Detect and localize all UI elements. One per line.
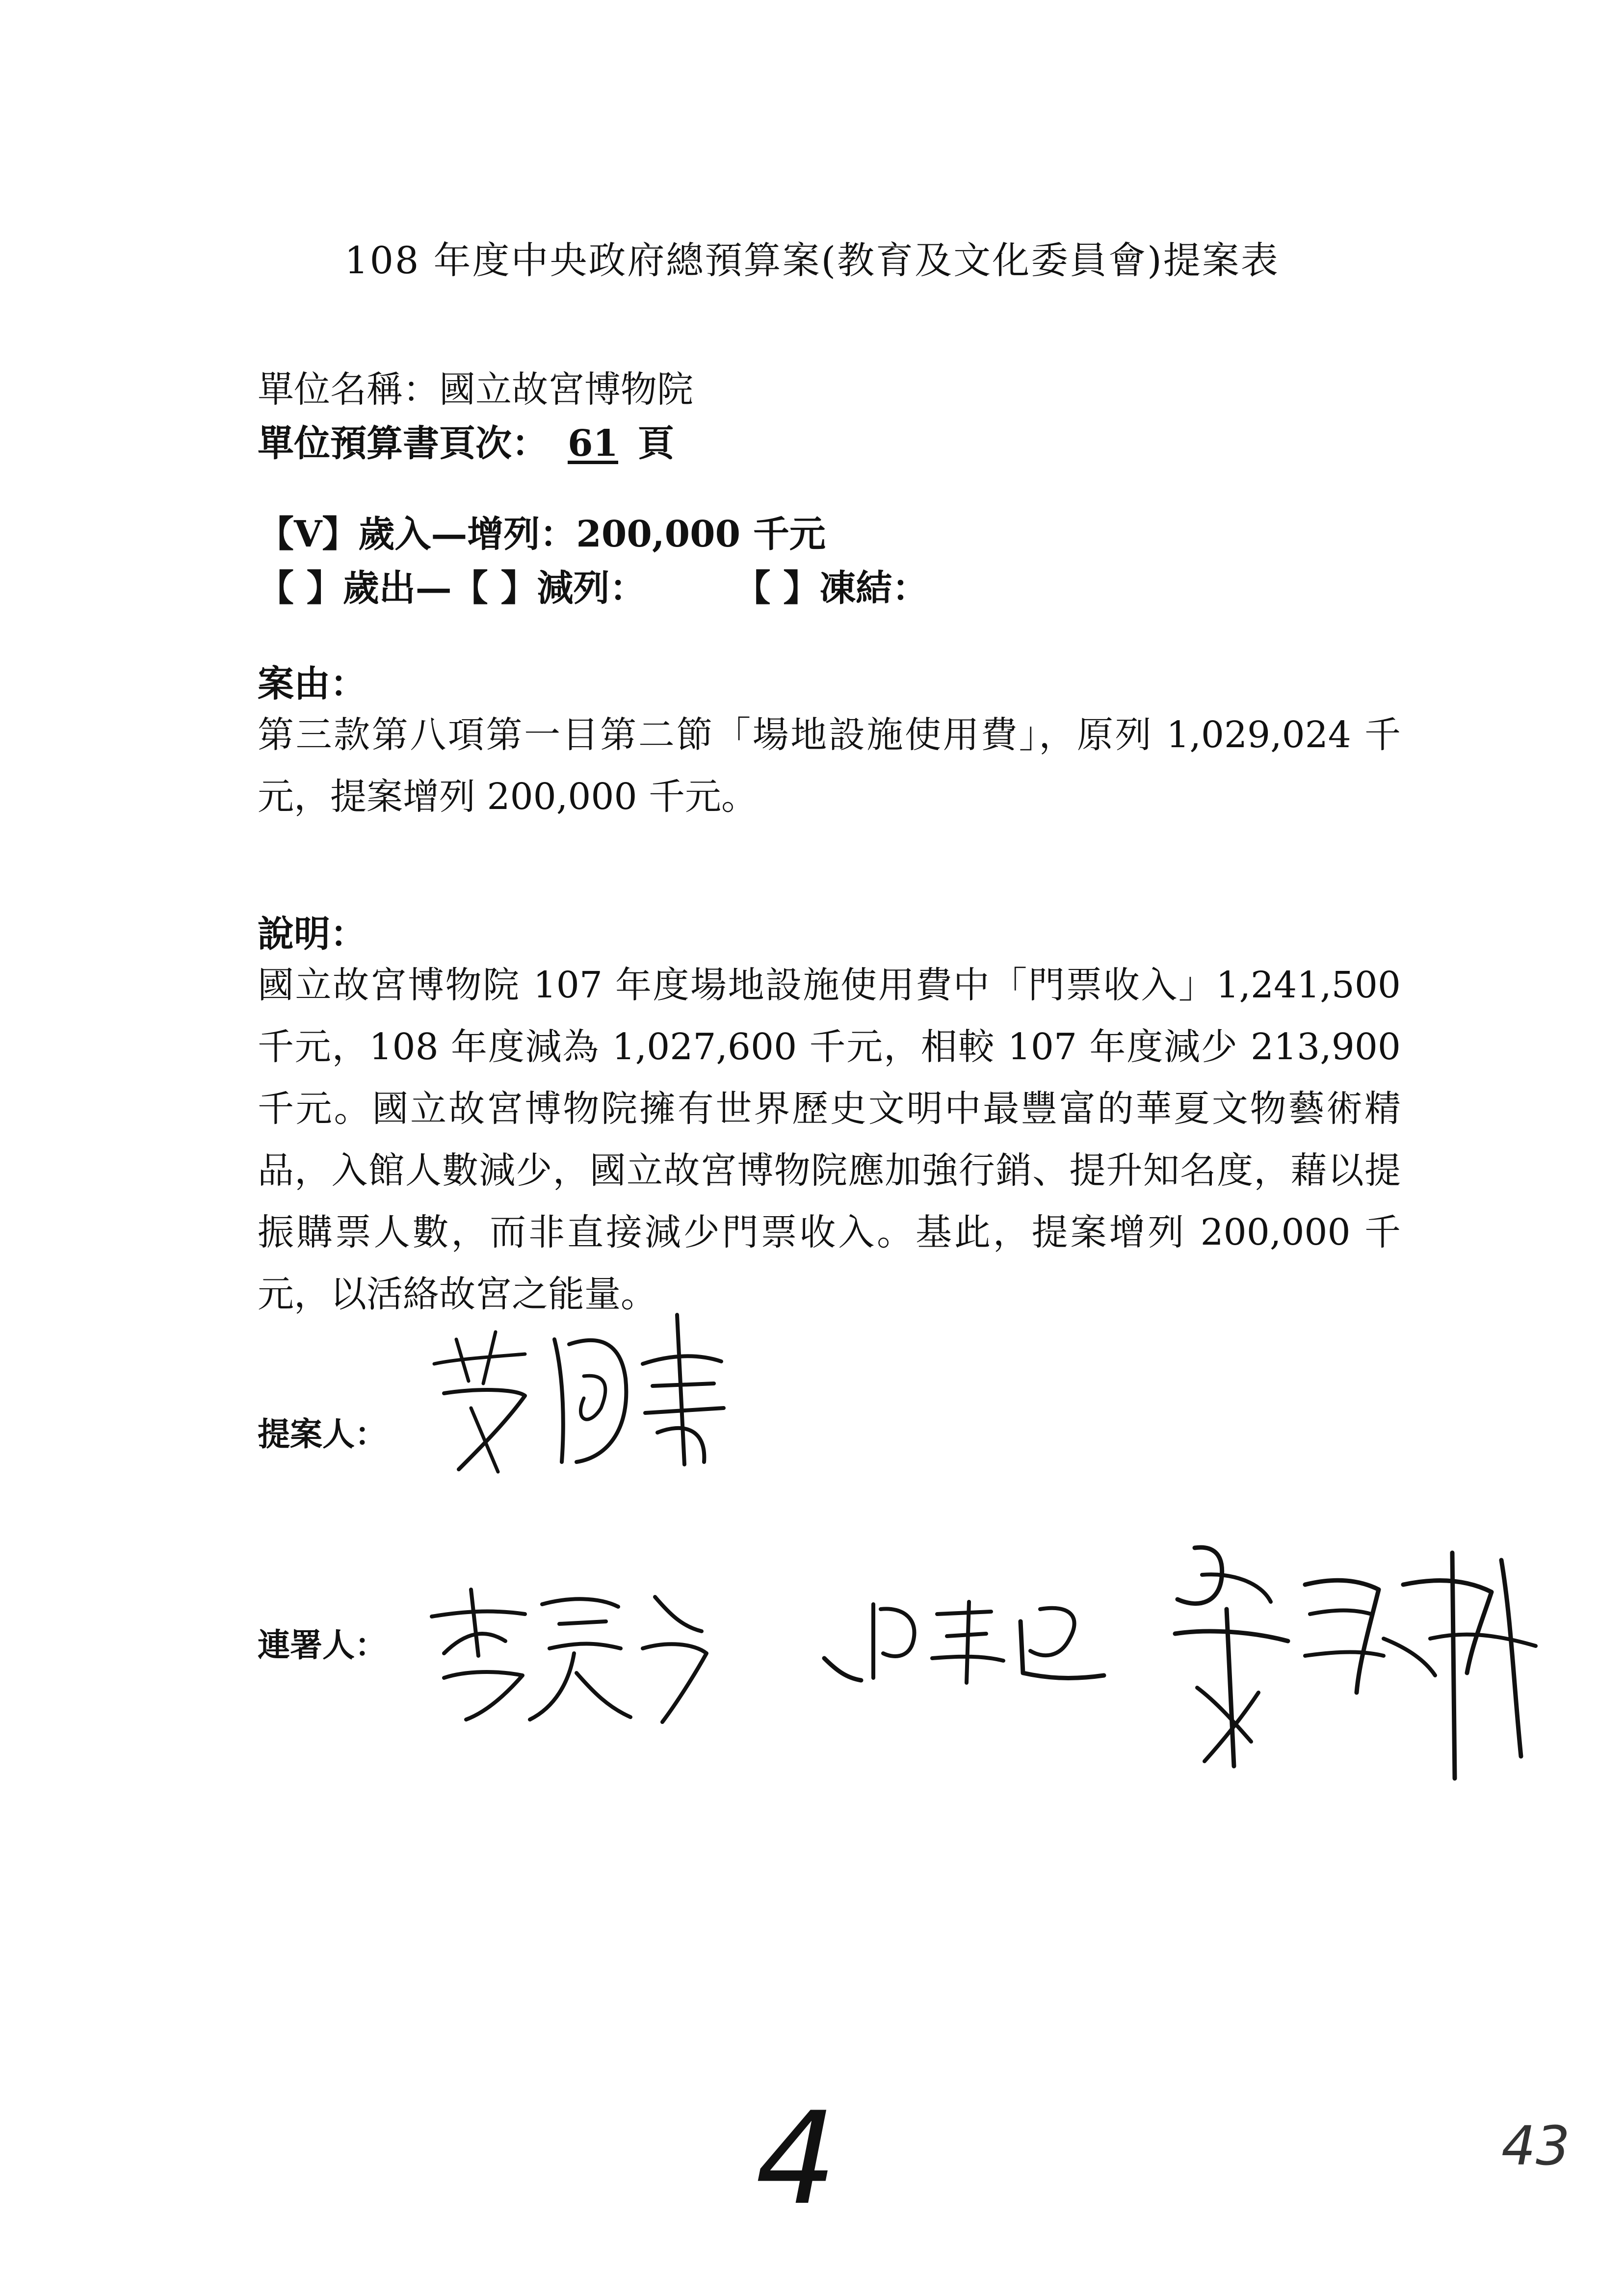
explanation-text: 國立故宮博物院 107 年度場地設施使用費中「門票收入」1,241,500 千元，108 年度減為 1,027,600 千元，相較 107 年度減少 213,900 千元。國立故宮博物院擁有世界歷史文明中最豐富的華夏文物藝術精品，入館人數減少，國立故宮博物院應加強行銷、提升知名度，藉以提振購票人數，而非直接減少門票收入。基此，提案增列 200,000 千元，以活絡故宮之能量。	[258, 964, 1401, 1315]
expenditure-freeze: 【 】凍結：	[734, 567, 929, 609]
budget-page-label: 單位預算書頁次：	[258, 422, 548, 465]
cosigner-signature-1	[412, 1570, 716, 1732]
page-number: 4	[756, 2085, 837, 2233]
proposer-signature	[422, 1305, 741, 1487]
budget-page-suffix: 頁	[637, 422, 674, 465]
budget-page-value: 61	[568, 422, 618, 465]
budget-page-reference	[258, 415, 674, 467]
unit-name: 單位名稱：國立故宮博物院	[258, 368, 693, 411]
page-title: 108 年度中央政府總預算案(教育及文化委員會)提案表	[344, 238, 1280, 282]
proposer-label: 提案人：	[258, 1415, 387, 1453]
cosigner-signature-2	[814, 1585, 1119, 1707]
revenue-line: 【V】歲入—增列：200,000 千元	[258, 513, 826, 555]
expenditure-line	[258, 559, 928, 611]
reason-heading: 案由：	[258, 663, 367, 705]
reason-text: 第三款第八項第一目第二節「場地設施使用費」，原列 1,029,024 千元，提案增列 200,000 千元。	[258, 714, 1401, 818]
cosigner-signature-3	[1148, 1531, 1560, 1786]
expenditure-reduction: 【 】歲出—【 】減列：	[258, 567, 646, 609]
explanation-heading: 說明：	[258, 913, 367, 955]
cosigner-label: 連署人：	[258, 1626, 387, 1664]
handwritten-number: 43	[1501, 2114, 1570, 2177]
